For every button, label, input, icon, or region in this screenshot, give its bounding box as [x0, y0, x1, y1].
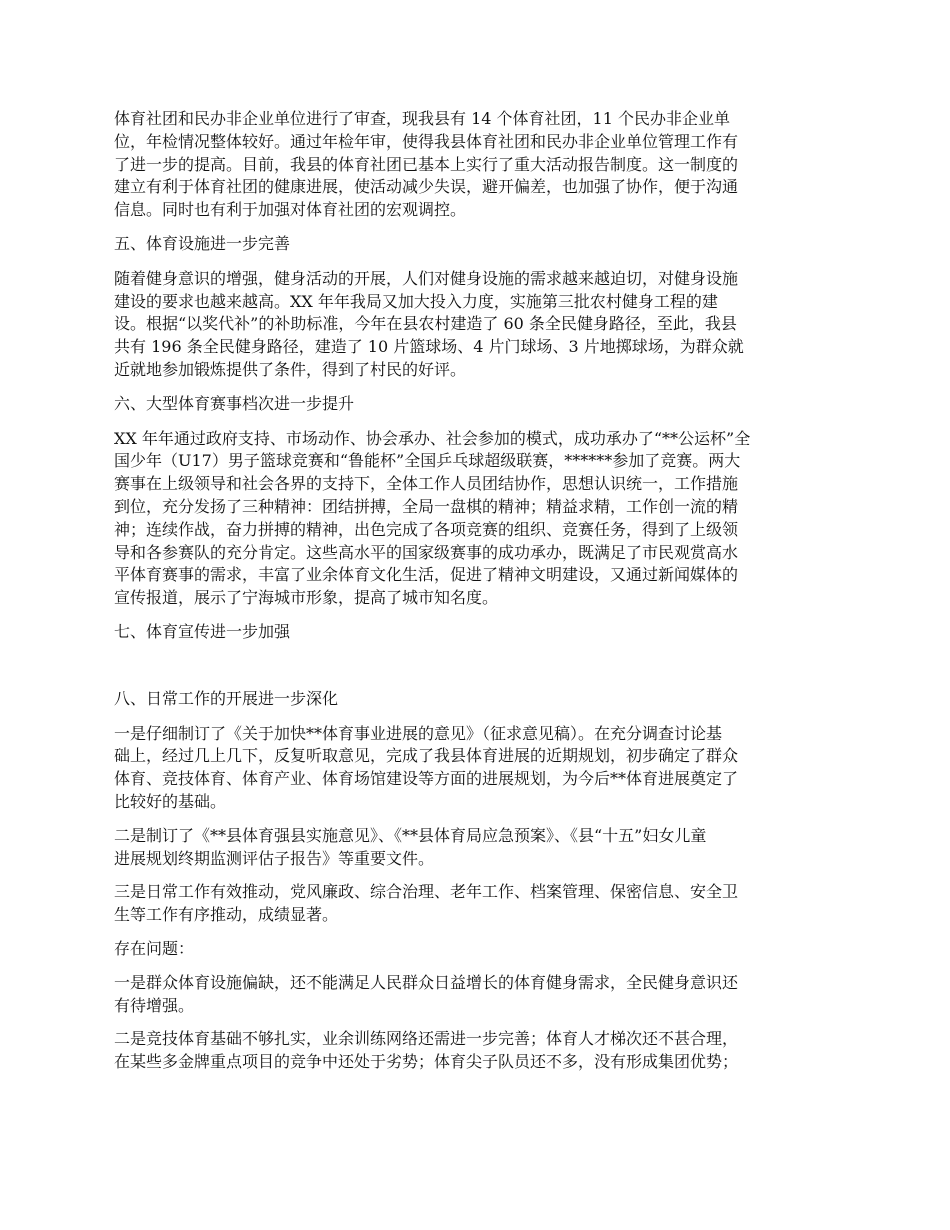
- section-heading-daily-work: 八、日常工作的开展进一步深化: [114, 688, 339, 708]
- document-page: [114, 108, 840, 1085]
- paragraph-events: XX 年年通过政府支持、市场动作、协会承办、社会参加的模式，成功承办了“**公运杯”全 国少年（U17）男子篮球竞赛和“鲁能杯”全国乒乓球超级联赛，******参加了竞赛。两大 赛事在上级领导和社会各界的支持下，全体工作人员团结协作，思想认识统一，工作措施 到位，充分发扬了三种精神：团结拼搏，全局一盘棋的精神；精益求精，工作创一流的精 神；连续作战，奋力拼搏的精神，出色完成了各项竞赛的组织、竞赛任务，得到了上级领 导和各参赛队的充分肯定。这些高水平的国家级赛事的成功承办，既满足了市民观赏高水 平体育赛事的需求，丰富了业余体育文化生活，促进了精神文明建设，又通过新闻媒体的 宣传报道，展示了宁海城市形象，提高了城市知名度。: [114, 428, 751, 608]
- paragraph-problems-heading: 存在问题：: [114, 938, 195, 958]
- paragraph-daily-work-1: 一是仔细制订了《关于加快**体育事业进展的意见》（征求意见稿）。在充分调查讨论基 础上，经过几上几下，反复听取意见，完成了我县体育进展的近期规划，初步确定了群众 体育、竞技体育、体育产业、体育场馆建设等方面的进展规划，为今后**体育进展奠定了 比较好的基础。: [114, 723, 739, 811]
- section-heading-facilities: 五、体育设施进一步完善: [114, 233, 291, 253]
- paragraph-sports-associations: 体育社团和民办非企业单位进行了审查，现我县有 14 个体育社团，11 个民办非企业单 位，年检情况整体较好。通过年检年审，使得我县体育社团和民办非企业单位管理工作有 了进一步的提高。目前，我县的体育社团已基本上实行了重大活动报告制度。这一制度的 建立有利于体育社团的健康进展，使活动减少失误，避开偏差，也加强了协作，便于沟通 信息。同时也有利于加强对体育社团的宏观调控。: [114, 109, 739, 220]
- paragraph-problem-2: 二是竞技体育基础不够扎实，业余训练网络还需进一步完善；体育人才梯次还不甚合理， 在某些多金牌重点项目的竞争中还处于劣势；体育尖子队员还不多，没有形成集团优势；: [114, 1029, 739, 1072]
- paragraph-facilities: 随着健身意识的增强，健身活动的开展，人们对健身设施的需求越来越迫切，对健身设施 建设的要求也越来越高。XX 年年我局又加大投入力度，实施第三批农村健身工程的建 设。根据“以奖代补”的补助标准，今年在县农村建造了 60 条全民健身路径，至此，我县 共有 196 条全民健身路径，建造了 10 片篮球场、4 片门球场、3 片地掷球场，为群众就 近就地参加锻炼提供了条件，得到了村民的好评。: [114, 268, 744, 379]
- paragraph-daily-work-3: 三是日常工作有效推动，党风廉政、综合治理、老年工作、档案管理、保密信息、安全卫 生等工作有序推动，成绩显著。: [114, 882, 739, 925]
- paragraph-daily-work-2: 二是制订了《**县体育强县实施意见》、《**县体育局应急预案》、《县“十五”妇女儿童 进展规划终期监测评估子报告》等重要文件。: [114, 825, 707, 868]
- paragraph-problem-1: 一是群众体育设施偏缺，还不能满足人民群众日益增长的体育健身需求，全民健身意识还 有待增强。: [114, 972, 739, 1015]
- section-heading-events: 六、大型体育赛事档次进一步提升: [114, 393, 355, 413]
- section-heading-publicity: 七、体育宣传进一步加强: [114, 621, 291, 641]
